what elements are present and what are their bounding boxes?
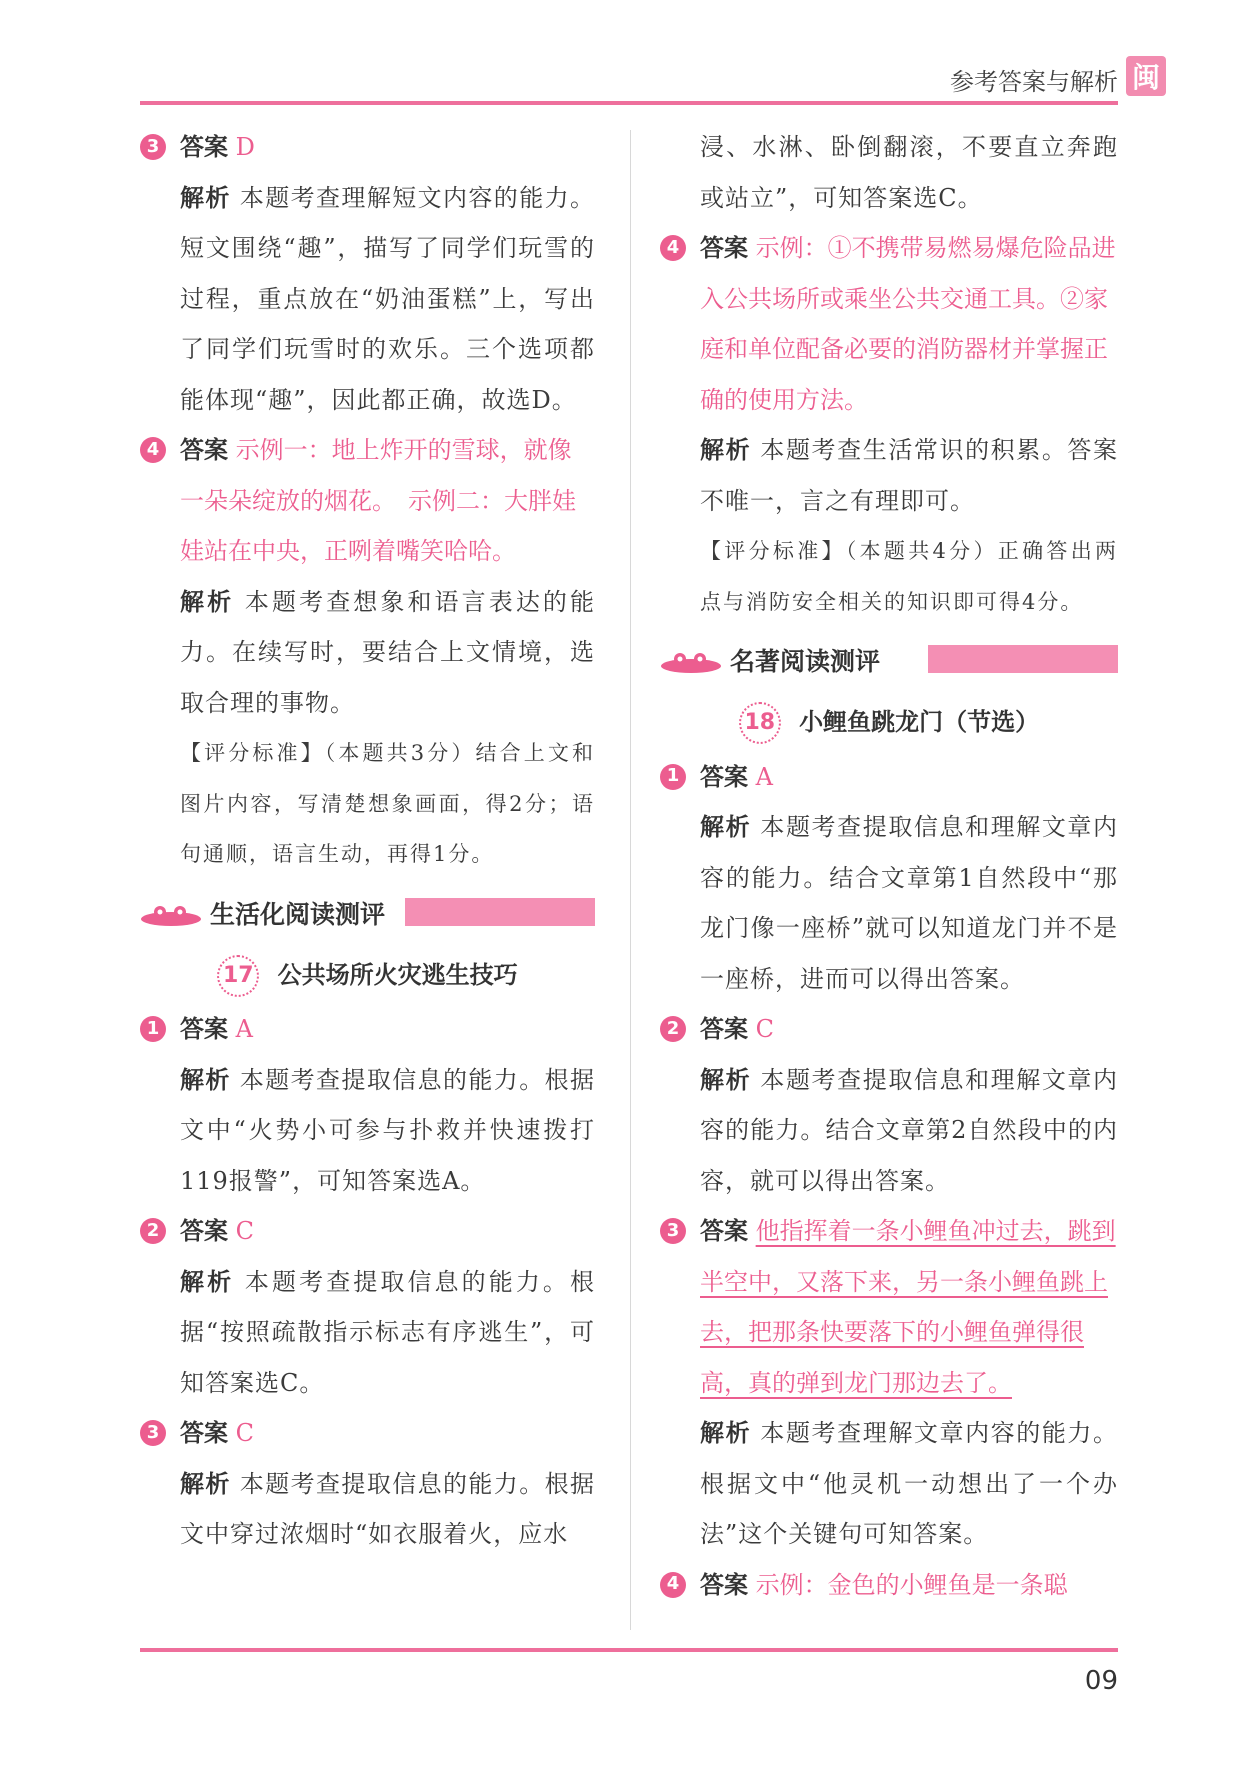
question-number-badge: 1: [140, 1016, 166, 1042]
answer-label: 答案: [700, 1015, 748, 1043]
question-4: [140, 425, 595, 577]
analysis-text: 本题考查提取信息和理解文章内容的能力。结合文章第1自然段中“那龙门像一座桥”就可以知道龙门并不是一座桥，进而可以得出答案。: [700, 813, 1118, 993]
analysis-paragraph: [140, 1459, 595, 1560]
region-badge: 闽: [1126, 56, 1166, 96]
passage-title: 小鲤鱼跳龙门（节选）: [799, 708, 1040, 736]
scoring-criteria: 【评分标准】（本题共3分）结合上文和图片内容，写清楚想象画面，得2分；语句通顺，语言生动，再得1分。: [180, 741, 595, 866]
answer-value: 示例：金色的小鲤鱼是一条聪: [755, 1570, 1068, 1599]
answer-value: C: [235, 1217, 255, 1245]
analysis-label: 解析: [700, 813, 752, 841]
question-number-badge: 4: [660, 235, 686, 261]
analysis-label: 解析: [700, 436, 752, 464]
question-1: [140, 1004, 595, 1055]
analysis-label: 解析: [180, 1267, 235, 1296]
answer-value: 他指挥着一条小鲤鱼冲过去，跳到半空中，又落下来，另一条小鲤鱼跳上去，把那条快要落下的小鲤鱼弹得很高，真的弹到龙门那边去了。: [700, 1217, 1116, 1397]
answer-label: 答案: [700, 234, 748, 262]
passage-heading: [660, 697, 1118, 748]
answer-label: 答案: [180, 1015, 228, 1043]
question-1: [660, 752, 1118, 803]
question-number-badge: 3: [660, 1218, 686, 1244]
section-decoration-icon: [660, 651, 722, 673]
analysis-text: 本题考查生活常识的积累。答案不唯一，言之有理即可。: [700, 436, 1118, 515]
analysis-label: 解析: [180, 1469, 231, 1498]
question-number-badge: 4: [140, 437, 166, 463]
right-column: [660, 122, 1118, 1610]
answer-value: 示例：①不携带易燃易爆危险品进入公共场所或乘坐公共交通工具。②家庭和单位配备必要的消防器材并掌握正确的使用方法。: [700, 234, 1116, 414]
analysis-text: 本题考查提取信息的能力。根据“按照疏散指示标志有序逃生”，可知答案选C。: [180, 1267, 596, 1397]
answer-value: C: [235, 1419, 255, 1447]
question-4b: [660, 1560, 1118, 1611]
question-3: [660, 1206, 1118, 1408]
analysis-text: 本题考查理解短文内容的能力。短文围绕“趣”，描写了同学们玩雪的过程，重点放在“奶油蛋糕”上，写出了同学们玩雪时的欢乐。三个选项都能体现“趣”，因此都正确，故选D。: [180, 183, 595, 414]
analysis-text: 本题考查提取信息和理解文章内容的能力。结合文章第2自然段中的内容，就可以得出答案。: [700, 1065, 1118, 1195]
question-number-badge: 2: [140, 1218, 166, 1244]
section-decoration-icon: [140, 904, 202, 926]
passage-number: 18: [739, 702, 781, 744]
section-bar: [928, 645, 1118, 673]
answer-value: C: [755, 1015, 775, 1043]
answer-value: D: [235, 133, 255, 161]
question-3b: [140, 1408, 595, 1459]
continued-text: 浸、水淋、卧倒翻滚，不要直立奔跑或站立”，可知答案选C。: [700, 133, 1118, 212]
answer-label: 答案: [180, 1217, 228, 1245]
scoring-criteria: 【评分标准】（本题共4分）正确答出两点与消防安全相关的知识即可得4分。: [700, 539, 1118, 614]
question-number-badge: 4: [660, 1572, 686, 1598]
analysis-label: 解析: [180, 1065, 231, 1094]
answer-label: 答案: [700, 762, 748, 791]
analysis-paragraph: [140, 1055, 595, 1207]
page-number: 09: [1084, 1666, 1118, 1696]
analysis-paragraph: [660, 802, 1118, 1004]
passage-title: 公共场所火灾逃生技巧: [277, 960, 518, 989]
passage-number: 17: [217, 955, 259, 997]
answer-label: 答案: [700, 1570, 748, 1599]
question-4: [660, 223, 1118, 425]
answer-label: 答案: [180, 436, 228, 464]
analysis-label: 解析: [700, 1065, 752, 1094]
question-number-badge: 2: [660, 1016, 686, 1042]
column-divider: [630, 130, 631, 1630]
passage-heading: [140, 950, 595, 1001]
section-heading: [660, 637, 1118, 689]
section-title: 名著阅读测评: [730, 647, 881, 676]
analysis-text: 本题考查想象和语言表达的能力。在续写时，要结合上文情境，选取合理的事物。: [180, 587, 596, 717]
analysis-paragraph: [660, 425, 1118, 526]
analysis-paragraph: [140, 577, 595, 729]
footer-rule: [140, 1648, 1118, 1652]
answer-value: A: [755, 762, 773, 791]
answer-value: A: [235, 1015, 253, 1043]
header-title: 参考答案与解析: [950, 68, 1118, 96]
header-rule: [140, 101, 1118, 105]
section-title: 生活化阅读测评: [210, 899, 386, 929]
analysis-label: 解析: [180, 587, 235, 616]
analysis-paragraph: [140, 1257, 595, 1409]
answer-value: 示例一：地上炸开的雪球，就像一朵朵绽放的烟花。 示例二：大胖娃娃站在中央，正咧着嘴笑哈哈。: [180, 436, 576, 565]
analysis-text: 本题考查提取信息的能力。根据文中穿过浓烟时“如衣服着火，应水: [180, 1469, 595, 1548]
question-2: [140, 1206, 595, 1257]
section-bar: [405, 898, 595, 926]
answer-label: 答案: [180, 1419, 228, 1447]
analysis-label: 解析: [180, 183, 231, 212]
question-number-badge: 3: [140, 134, 166, 160]
question-2: [660, 1004, 1118, 1055]
question-number-badge: 3: [140, 1420, 166, 1446]
analysis-paragraph: [660, 1055, 1118, 1207]
question-number-badge: 1: [660, 764, 686, 790]
answer-label: 答案: [700, 1217, 748, 1245]
analysis-paragraph: [140, 173, 595, 426]
left-column: [140, 122, 595, 1560]
answer-label: 答案: [180, 133, 228, 161]
analysis-paragraph: [660, 1408, 1118, 1560]
section-heading: [140, 890, 595, 942]
analysis-text: 本题考查提取信息的能力。根据文中“火势小可参与扑救并快速拨打119报警”，可知答案选A。: [180, 1065, 595, 1195]
analysis-label: 解析: [700, 1419, 752, 1447]
question-3: [140, 122, 595, 173]
analysis-text: 本题考查理解文章内容的能力。根据文中“他灵机一动想出了一个办法”这个关键句可知答案。: [700, 1419, 1118, 1548]
